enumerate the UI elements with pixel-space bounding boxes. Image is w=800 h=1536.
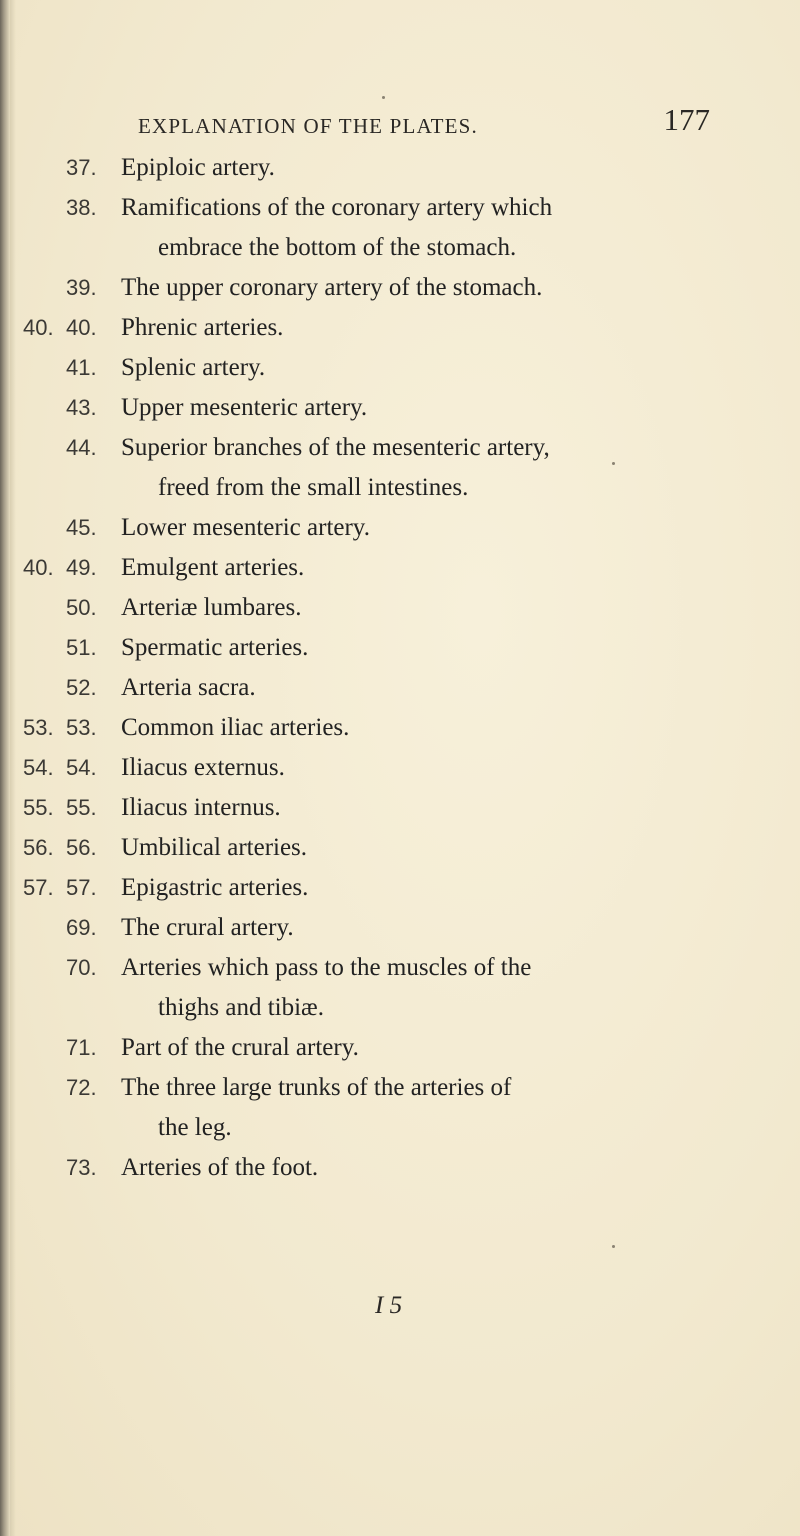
list-item — [0, 628, 800, 668]
entry-text: Spermatic arteries. — [121, 634, 309, 661]
entry-number: 56. — [66, 835, 97, 860]
entry-text: the leg. — [158, 1114, 232, 1141]
list-item-continuation — [0, 228, 800, 268]
entry-text: Epigastric arteries. — [121, 874, 309, 901]
entry-text: Emulgent arteries. — [121, 554, 305, 581]
list-item — [0, 828, 800, 868]
entry-number: 44. — [66, 435, 97, 460]
entry-number: 53. — [66, 715, 97, 740]
list-item — [0, 948, 800, 988]
entry-number: 69. — [66, 915, 97, 940]
list-item-continuation — [0, 988, 800, 1028]
entry-number: 70. — [66, 955, 97, 980]
entry-number: 37. — [66, 155, 97, 180]
list-item — [0, 188, 800, 228]
signature-mark: I 5 — [375, 1292, 403, 1319]
entry-number: 43. — [66, 395, 97, 420]
list-item — [0, 308, 800, 348]
entry-text: Arteries which pass to the muscles of the — [121, 954, 532, 981]
entry-text: Ramifications of the coronary artery which — [121, 194, 553, 221]
entry-text: Common iliac arteries. — [121, 714, 350, 741]
marginal-number: 55. — [23, 795, 54, 820]
entry-number: 55. — [66, 795, 97, 820]
entry-text: Iliacus internus. — [121, 794, 281, 821]
paper-speck — [612, 1245, 615, 1248]
list-item — [0, 268, 800, 308]
entry-text: Upper mesenteric artery. — [121, 394, 368, 421]
list-item — [0, 908, 800, 948]
running-head: EXPLANATION OF THE PLATES. — [138, 114, 478, 138]
paper-speck — [382, 96, 385, 99]
entry-text: freed from the small intestines. — [158, 474, 469, 501]
entry-number: 40. — [66, 315, 97, 340]
list-item — [0, 588, 800, 628]
entry-text: Arteries of the foot. — [121, 1154, 319, 1181]
entry-number: 50. — [66, 595, 97, 620]
list-item — [0, 148, 800, 188]
entry-number: 39. — [66, 275, 97, 300]
list-item — [0, 508, 800, 548]
entry-text: Arteria sacra. — [121, 674, 256, 701]
marginal-number: 56. — [23, 835, 54, 860]
marginal-number: 53. — [23, 715, 54, 740]
page-header — [138, 100, 710, 140]
plate-entries-list — [0, 148, 800, 1188]
list-item — [0, 1028, 800, 1068]
list-item — [0, 748, 800, 788]
list-item — [0, 708, 800, 748]
list-item — [0, 868, 800, 908]
entry-number: 41. — [66, 355, 97, 380]
entry-number: 52. — [66, 675, 97, 700]
list-item — [0, 388, 800, 428]
list-item — [0, 548, 800, 588]
marginal-number: 57. — [23, 875, 54, 900]
marginal-number: 40. — [23, 315, 54, 340]
marginal-number: 40. — [23, 555, 54, 580]
entry-text: Lower mesenteric artery. — [121, 514, 370, 541]
entry-text: Superior branches of the mesenteric artery, — [121, 434, 550, 461]
entry-text: The upper coronary artery of the stomach. — [121, 274, 543, 301]
entry-text: Umbilical arteries. — [121, 834, 308, 861]
entry-number: 57. — [66, 875, 97, 900]
entry-text: The three large trunks of the arteries of — [121, 1074, 512, 1101]
entry-text: Part of the crural artery. — [121, 1034, 359, 1061]
list-item — [0, 348, 800, 388]
entry-number: 51. — [66, 635, 97, 660]
entry-text: Epiploic artery. — [121, 154, 275, 181]
list-item-continuation — [0, 468, 800, 508]
entry-text: embrace the bottom of the stomach. — [158, 234, 517, 261]
entry-number: 71. — [66, 1035, 97, 1060]
entry-text: Iliacus externus. — [121, 754, 285, 781]
paper-speck — [612, 462, 615, 465]
list-item — [0, 1148, 800, 1188]
list-item — [0, 428, 800, 468]
entry-number: 49. — [66, 555, 97, 580]
list-item — [0, 1068, 800, 1108]
page-number: 177 — [663, 102, 710, 137]
entry-number: 38. — [66, 195, 97, 220]
entry-number: 72. — [66, 1075, 97, 1100]
entry-text: Phrenic arteries. — [121, 314, 284, 341]
entry-number: 45. — [66, 515, 97, 540]
marginal-number: 54. — [23, 755, 54, 780]
entry-number: 73. — [66, 1155, 97, 1180]
entry-text: Arteriæ lumbares. — [121, 594, 302, 621]
list-item — [0, 788, 800, 828]
entry-text: Splenic artery. — [121, 354, 266, 381]
entry-number: 54. — [66, 755, 97, 780]
entry-text: thighs and tibiæ. — [158, 994, 324, 1021]
list-item-continuation — [0, 1108, 800, 1148]
entry-text: The crural artery. — [121, 914, 294, 941]
list-item — [0, 668, 800, 708]
